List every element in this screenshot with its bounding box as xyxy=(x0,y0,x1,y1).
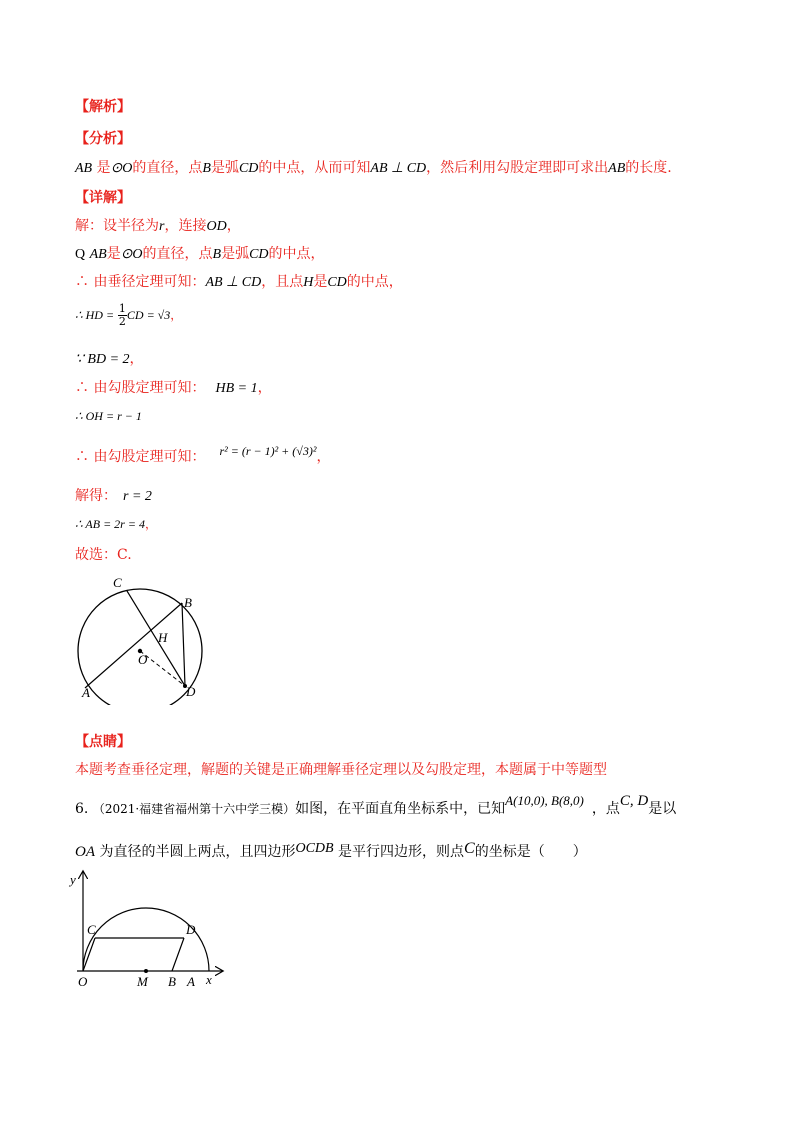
detail-l5-b: ， xyxy=(129,351,144,367)
point-m xyxy=(144,969,148,973)
detail-line-1 xyxy=(75,216,241,237)
detail-l10-a: ∴ AB = 2r = 4 xyxy=(75,517,145,531)
analysis-t1: 是 xyxy=(92,160,111,176)
circle-figure xyxy=(70,570,230,705)
detail-l4-c: ， xyxy=(170,308,183,322)
label-c2: C xyxy=(87,922,96,937)
question-t2: ，点 xyxy=(591,801,620,817)
analysis-math-ab: AB xyxy=(75,161,93,176)
analysis-t3: 是弧 xyxy=(210,160,239,176)
fraction-num: 1 xyxy=(118,302,126,315)
semicircle xyxy=(83,908,209,971)
label-h: H xyxy=(158,630,168,645)
detail-l9-a: 解得： xyxy=(75,488,117,504)
analysis-t4: 的中点，从而可知 xyxy=(258,160,371,176)
section-jiexi: 【解析】 xyxy=(75,99,131,115)
coordinate-figure xyxy=(62,866,237,994)
question-oa: OA xyxy=(75,844,95,860)
detail-l9-m: r = 2 xyxy=(123,489,152,504)
fraction-den: 2 xyxy=(118,315,126,328)
detail-line-7 xyxy=(75,406,142,426)
question-ocdb: OCDB xyxy=(295,841,334,856)
segment-db xyxy=(172,938,184,971)
label-b2: B xyxy=(168,974,176,989)
analysis-math-cd: CD xyxy=(238,161,259,176)
detail-l7: ∴ OH = r − 1 xyxy=(75,409,142,423)
detail-line-4 xyxy=(75,303,182,328)
detail-l3-a: ∴ 由垂径定理可知： xyxy=(75,274,206,290)
analysis-t5: ，然后利用勾股定理即可求出 xyxy=(426,160,609,176)
comment-text: 本题考查垂径定理，解题的关键是正确理解垂径定理以及勾股定理，本题属于中等题型 xyxy=(75,762,607,778)
diameter-ab xyxy=(85,603,182,688)
detail-l1-a: 解：设半径为 xyxy=(75,218,159,234)
chord-cd xyxy=(127,591,185,686)
detail-line-10 xyxy=(75,514,157,534)
detail-l1-r: r xyxy=(159,219,165,234)
detail-l2-ab: AB xyxy=(89,247,107,262)
question-6-line-2 xyxy=(75,842,587,863)
detail-l1-b: ，连接 xyxy=(164,218,207,234)
analysis-math-b: B xyxy=(202,161,211,176)
detail-line-5 xyxy=(75,349,144,370)
detail-l8-b: ， xyxy=(316,449,331,465)
label-b: B xyxy=(184,595,192,610)
detail-l2-c: 是弧 xyxy=(221,246,250,262)
section-fenxi: 【分析】 xyxy=(75,131,131,147)
detail-l2-a: 是 xyxy=(106,246,121,262)
detail-l2-d: 的中点， xyxy=(268,246,325,262)
detail-l4-a: ∴ HD = xyxy=(75,308,115,322)
question-l2-c: 的坐标是（ ） xyxy=(474,844,587,860)
detail-line-2 xyxy=(75,244,325,265)
question-l2-b: 是平行四边形，则点 xyxy=(338,844,465,860)
detail-line-8 xyxy=(75,444,331,467)
detail-l3-h: H xyxy=(303,275,314,290)
question-pts: C, D xyxy=(619,793,649,809)
analysis-math-circle: ⊙O xyxy=(110,161,133,176)
analysis-math-perp: AB ⊥ CD xyxy=(370,161,427,176)
analysis-t6: 的长度. xyxy=(625,160,672,176)
label-o2: O xyxy=(78,974,88,989)
detail-l3-perp: AB ⊥ CD xyxy=(205,275,262,290)
question-l2-a: 为直径的半圆上两点，且四边形 xyxy=(99,844,296,860)
detail-line-6 xyxy=(75,378,272,399)
analysis-math-ab2: AB xyxy=(608,161,626,176)
label-a: A xyxy=(82,685,90,700)
question-6-line-1 xyxy=(75,793,677,819)
detail-l6-m: HB = 1 xyxy=(215,381,258,396)
detail-l5-a: ∵ BD = 2 xyxy=(75,352,130,367)
detail-line-3 xyxy=(75,272,403,293)
section-dianjing: 【点睛】 xyxy=(75,734,131,750)
detail-l2-q: Q xyxy=(75,247,86,262)
label-c: C xyxy=(113,575,122,590)
detail-l2-point-b: B xyxy=(212,247,222,262)
label-y: y xyxy=(70,872,76,887)
segment-bd xyxy=(182,603,185,686)
analysis-text xyxy=(75,158,672,179)
detail-l4-b: CD = √3 xyxy=(126,308,171,322)
question-coords: A(10,0), B(8,0) xyxy=(505,793,584,808)
label-m: M xyxy=(137,974,148,989)
label-x: x xyxy=(206,972,212,987)
detail-l1-od: OD xyxy=(206,219,227,234)
detail-l3-c: 是 xyxy=(313,274,328,290)
detail-l8-a: ∴ 由勾股定理可知： xyxy=(75,449,206,465)
detail-l3-b: ，且点 xyxy=(261,274,304,290)
detail-line-11: 故选：C. xyxy=(75,547,132,563)
detail-l3-d: 的中点， xyxy=(346,274,403,290)
question-c: C xyxy=(464,840,475,857)
detail-l1-c: ， xyxy=(226,218,241,234)
question-t3: 是以 xyxy=(648,801,677,817)
detail-l2-circle: ⊙O xyxy=(120,247,143,262)
label-a2: A xyxy=(187,974,195,989)
analysis-t2: 的直径，点 xyxy=(132,160,203,176)
fraction-half xyxy=(118,303,127,328)
label-d: D xyxy=(186,684,196,699)
question-number: 6. xyxy=(75,801,89,817)
section-xiangjie: 【详解】 xyxy=(75,190,131,206)
detail-l6-b: ， xyxy=(257,380,272,396)
question-source: （2021·福建省福州第十六中学三模） xyxy=(92,802,296,816)
label-o: O xyxy=(138,652,148,667)
detail-l6-a: ∴ 由勾股定理可知： xyxy=(75,380,206,396)
detail-l2-b: 的直径，点 xyxy=(142,246,213,262)
question-t1: 如图，在平面直角坐标系中，已知 xyxy=(295,801,506,817)
detail-line-9 xyxy=(75,486,152,507)
detail-l8-m: r² = (r − 1)² + (√3)² xyxy=(219,444,317,458)
detail-l10-b: ， xyxy=(144,517,157,531)
detail-l3-cd: CD xyxy=(327,275,347,290)
label-d2: D xyxy=(186,922,196,937)
detail-l2-cd: CD xyxy=(249,247,269,262)
